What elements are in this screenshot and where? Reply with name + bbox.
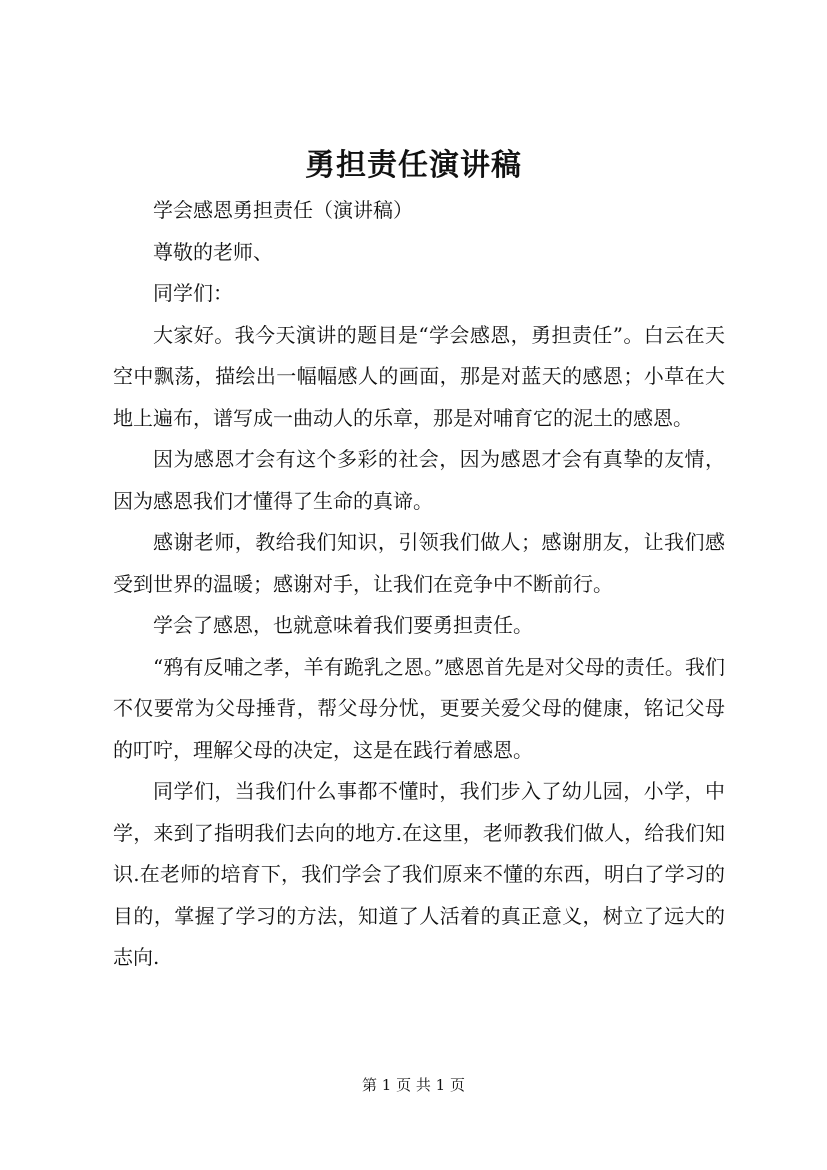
page-footer: 第 1 页 共 1 页 [362,1076,465,1094]
paragraph-salutation-teachers: 尊敬的老师、 [153,239,273,264]
paragraph: 大家好。我今天演讲的题目是“学会感恩，勇担责任”。白云在天空中飘荡，描绘出一幅幅感人的画面，那是对蓝天的感恩；小草在大地上遍布，谱写成一曲动人的乐章，那是对哺育它的泥土的感恩。 [113,322,725,430]
paragraph: 感谢老师，教给我们知识，引领我们做人；感谢朋友，让我们感受到世界的温暖；感谢对手，让我们在竞争中不断前行。 [113,530,725,596]
paragraph: 因为感恩才会有这个多彩的社会，因为感恩才会有真挚的友情，因为感恩我们才懂得了生命的真谛。 [113,447,725,513]
document-body [113,190,725,979]
paragraph: “鸦有反哺之孝，羊有跪乳之恩。”感恩首先是对父母的责任。我们不仅要常为父母捶背，帮父母分忧，更要关爱父母的健康，铭记父母的叮咛，理解父母的决定，这是在践行着感恩。 [113,654,725,762]
paragraph-salutation-students: 同学们： [153,281,233,305]
paragraph-subtitle: 学会感恩勇担责任（演讲稿） [153,198,413,222]
paragraph: 同学们，当我们什么事都不懂时，我们步入了幼儿园，小学，中学，来到了指明我们去向的地方.在这里，老师教我们做人，给我们知识.在老师的培育下，我们学会了我们原来不懂的东西，明白了学习的目的，掌握了学习的方法，知道了人活着的真正意义，树立了远大的志向. [113,779,725,969]
paragraph: 学会了感恩，也就意味着我们要勇担责任。 [153,613,533,637]
document-title: 勇担责任演讲稿 [305,148,522,183]
